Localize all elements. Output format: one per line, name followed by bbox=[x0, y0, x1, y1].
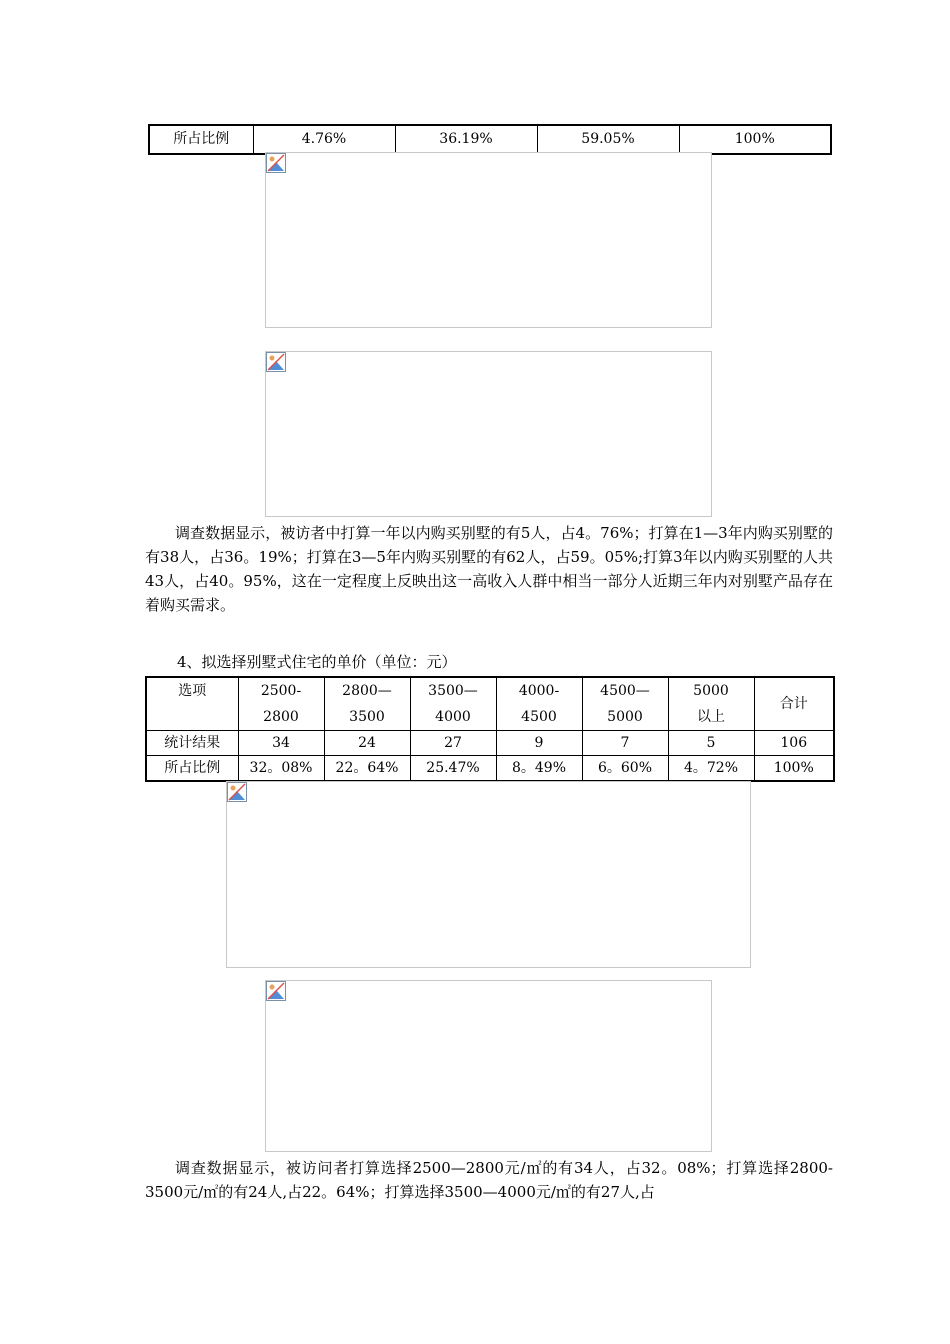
table-cell: 4.76% bbox=[253, 125, 395, 154]
table-header-cell: 合计 bbox=[754, 677, 834, 731]
table-cell: 100% bbox=[679, 125, 831, 154]
broken-image-icon bbox=[266, 153, 286, 173]
table-cell: 8。49% bbox=[496, 756, 582, 782]
price-table bbox=[145, 676, 835, 782]
broken-image-icon bbox=[227, 782, 247, 802]
table-cell: 24 bbox=[324, 731, 410, 756]
table-cell: 25.47% bbox=[410, 756, 496, 782]
broken-image-icon bbox=[266, 981, 286, 1001]
table-cell: 106 bbox=[754, 731, 834, 756]
table-header-cell: 5000以上 bbox=[668, 677, 754, 731]
table-row bbox=[146, 756, 834, 782]
image-placeholder bbox=[265, 351, 712, 517]
table-header-cell: 4500—5000 bbox=[582, 677, 668, 731]
table-cell: 5 bbox=[668, 731, 754, 756]
table-cell: 22。64% bbox=[324, 756, 410, 782]
ratio-table-1 bbox=[148, 124, 832, 155]
table-header-row bbox=[146, 677, 834, 731]
survey-paragraph-2: 调查数据显示，被访问者打算选择2500—2800元/㎡的有34人，占32。08%；打算选择2800-3500元/㎡的有24人,占22。64%；打算选择3500—4000元/㎡的有27人,占 bbox=[145, 1159, 833, 1201]
table-row bbox=[146, 731, 834, 756]
image-placeholder bbox=[226, 781, 751, 968]
image-placeholder bbox=[265, 980, 712, 1152]
table-cell: 6。60% bbox=[582, 756, 668, 782]
image-placeholder bbox=[265, 152, 712, 328]
broken-image-icon bbox=[266, 352, 286, 372]
section-4-heading: 4、拟选择别墅式住宅的单价（单位：元） bbox=[177, 653, 457, 671]
table-header-cell: 4000-4500 bbox=[496, 677, 582, 731]
table-header-cell: 2800—3500 bbox=[324, 677, 410, 731]
table-header-cell: 3500—4000 bbox=[410, 677, 496, 731]
table-cell: 36.19% bbox=[395, 125, 537, 154]
survey-paragraph-1: 调查数据显示，被访者中打算一年以内购买别墅的有5人，占4。76%；打算在1—3年内购买别墅的有38人，占36。19%；打算在3—5年内购买别墅的有62人，占59。05%;打算3年以内购买别墅的人共43人，占40。95%，这在一定程度上反映出这一高收入人群中相当一部分人近期三年内对别墅产品存在着购买需求。 bbox=[145, 524, 833, 614]
table-cell: 59.05% bbox=[537, 125, 679, 154]
table-cell: 7 bbox=[582, 731, 668, 756]
table-cell: 所占比例 bbox=[149, 125, 253, 154]
table-header-cell: 2500-2800 bbox=[238, 677, 324, 731]
table-cell: 100% bbox=[754, 756, 834, 782]
table-row bbox=[149, 125, 831, 154]
table-cell: 34 bbox=[238, 731, 324, 756]
table-header-cell: 选项 bbox=[146, 677, 238, 731]
table-cell: 统计结果 bbox=[146, 731, 238, 756]
table-cell: 32。08% bbox=[238, 756, 324, 782]
table-cell: 27 bbox=[410, 731, 496, 756]
table-cell: 所占比例 bbox=[146, 756, 238, 782]
table-cell: 4。72% bbox=[668, 756, 754, 782]
table-cell: 9 bbox=[496, 731, 582, 756]
